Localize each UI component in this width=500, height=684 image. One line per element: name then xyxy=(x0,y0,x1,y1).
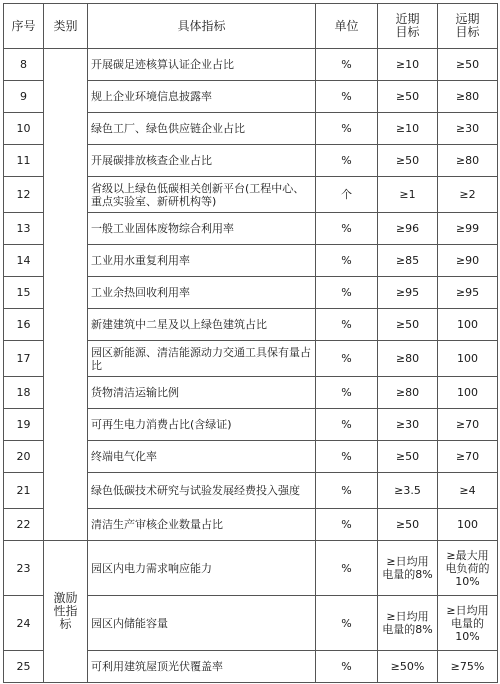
row-indicator: 一般工业固体废物综合利用率 xyxy=(88,213,316,245)
row-long-target: ≥4 xyxy=(438,473,498,509)
row-no: 9 xyxy=(4,81,44,113)
row-unit: % xyxy=(316,409,378,441)
row-near-target: ≥96 xyxy=(378,213,438,245)
header-indicator: 具体指标 xyxy=(88,4,316,49)
row-no: 25 xyxy=(4,651,44,683)
row-long-target: 100 xyxy=(438,309,498,341)
row-long-target: ≥90 xyxy=(438,245,498,277)
row-unit: % xyxy=(316,596,378,651)
row-long-target: ≥70 xyxy=(438,409,498,441)
row-long-target: ≥99 xyxy=(438,213,498,245)
row-near-target: ≥95 xyxy=(378,277,438,309)
header-category: 类别 xyxy=(44,4,88,49)
row-unit: % xyxy=(316,245,378,277)
table-row xyxy=(4,49,498,81)
header-no: 序号 xyxy=(4,4,44,49)
row-indicator: 工业余热回收利用率 xyxy=(88,277,316,309)
row-long-target: ≥2 xyxy=(438,177,498,213)
row-no: 20 xyxy=(4,441,44,473)
row-near-target: ≥日均用电量的8% xyxy=(378,541,438,596)
row-unit: % xyxy=(316,509,378,541)
row-no: 8 xyxy=(4,49,44,81)
row-indicator: 园区内电力需求响应能力 xyxy=(88,541,316,596)
row-near-target: ≥50 xyxy=(378,441,438,473)
row-near-target: ≥1 xyxy=(378,177,438,213)
row-indicator: 园区新能源、清洁能源动力交通工具保有量占比 xyxy=(88,341,316,377)
row-long-target: ≥95 xyxy=(438,277,498,309)
row-indicator: 园区内储能容量 xyxy=(88,596,316,651)
row-near-target: ≥50 xyxy=(378,145,438,177)
row-long-target: 100 xyxy=(438,509,498,541)
row-no: 21 xyxy=(4,473,44,509)
row-unit: % xyxy=(316,309,378,341)
row-indicator: 工业用水重复利用率 xyxy=(88,245,316,277)
header-unit: 单位 xyxy=(316,4,378,49)
row-near-target: ≥80 xyxy=(378,377,438,409)
row-long-target: 100 xyxy=(438,377,498,409)
header-long-term: 远期 目标 xyxy=(438,4,498,49)
row-near-target: ≥30 xyxy=(378,409,438,441)
category-incentive: 激励 性指 标 xyxy=(44,541,88,683)
row-long-target: ≥80 xyxy=(438,145,498,177)
row-unit: % xyxy=(316,213,378,245)
row-long-target: ≥75% xyxy=(438,651,498,683)
row-indicator: 清洁生产审核企业数量占比 xyxy=(88,509,316,541)
row-near-target: ≥80 xyxy=(378,341,438,377)
row-indicator: 省级以上绿色低碳相关创新平台(工程中心、重点实验室、新研机构等) xyxy=(88,177,316,213)
row-near-target: ≥85 xyxy=(378,245,438,277)
row-unit: % xyxy=(316,341,378,377)
row-unit: % xyxy=(316,113,378,145)
category-cell-blank xyxy=(44,49,88,541)
row-long-target: ≥日均用电量的10% xyxy=(438,596,498,651)
row-indicator: 开展碳足迹核算认证企业占比 xyxy=(88,49,316,81)
row-no: 17 xyxy=(4,341,44,377)
row-unit: % xyxy=(316,277,378,309)
row-long-target: ≥30 xyxy=(438,113,498,145)
row-no: 23 xyxy=(4,541,44,596)
row-indicator: 绿色工厂、绿色供应链企业占比 xyxy=(88,113,316,145)
row-long-target: ≥50 xyxy=(438,49,498,81)
row-no: 14 xyxy=(4,245,44,277)
row-unit: % xyxy=(316,541,378,596)
row-near-target: ≥3.5 xyxy=(378,473,438,509)
row-near-target: ≥日均用电量的8% xyxy=(378,596,438,651)
row-indicator: 可再生电力消费占比(含绿证) xyxy=(88,409,316,441)
row-unit: % xyxy=(316,651,378,683)
row-no: 24 xyxy=(4,596,44,651)
row-no: 13 xyxy=(4,213,44,245)
row-indicator: 终端电气化率 xyxy=(88,441,316,473)
indicator-table xyxy=(3,3,498,683)
row-near-target: ≥50 xyxy=(378,509,438,541)
row-indicator: 新建建筑中二星及以上绿色建筑占比 xyxy=(88,309,316,341)
row-long-target: 100 xyxy=(438,341,498,377)
row-no: 12 xyxy=(4,177,44,213)
row-long-target: ≥80 xyxy=(438,81,498,113)
row-indicator: 开展碳排放核查企业占比 xyxy=(88,145,316,177)
row-no: 16 xyxy=(4,309,44,341)
row-near-target: ≥10 xyxy=(378,49,438,81)
row-no: 11 xyxy=(4,145,44,177)
row-near-target: ≥50 xyxy=(378,81,438,113)
row-near-target: ≥10 xyxy=(378,113,438,145)
row-near-target: ≥50% xyxy=(378,651,438,683)
row-indicator: 可利用建筑屋顶光伏覆盖率 xyxy=(88,651,316,683)
row-unit: % xyxy=(316,441,378,473)
row-no: 19 xyxy=(4,409,44,441)
row-indicator: 规上企业环境信息披露率 xyxy=(88,81,316,113)
row-indicator: 货物清洁运输比例 xyxy=(88,377,316,409)
row-unit: % xyxy=(316,81,378,113)
row-no: 10 xyxy=(4,113,44,145)
row-long-target: ≥70 xyxy=(438,441,498,473)
row-no: 22 xyxy=(4,509,44,541)
row-unit: 个 xyxy=(316,177,378,213)
header-row xyxy=(4,4,498,49)
row-unit: % xyxy=(316,377,378,409)
row-no: 15 xyxy=(4,277,44,309)
row-unit: % xyxy=(316,145,378,177)
row-unit: % xyxy=(316,473,378,509)
header-near-term: 近期 目标 xyxy=(378,4,438,49)
row-unit: % xyxy=(316,49,378,81)
row-near-target: ≥50 xyxy=(378,309,438,341)
table-row xyxy=(4,541,498,596)
row-no: 18 xyxy=(4,377,44,409)
row-indicator: 绿色低碳技术研究与试验发展经费投入强度 xyxy=(88,473,316,509)
row-long-target: ≥最大用电负荷的10% xyxy=(438,541,498,596)
